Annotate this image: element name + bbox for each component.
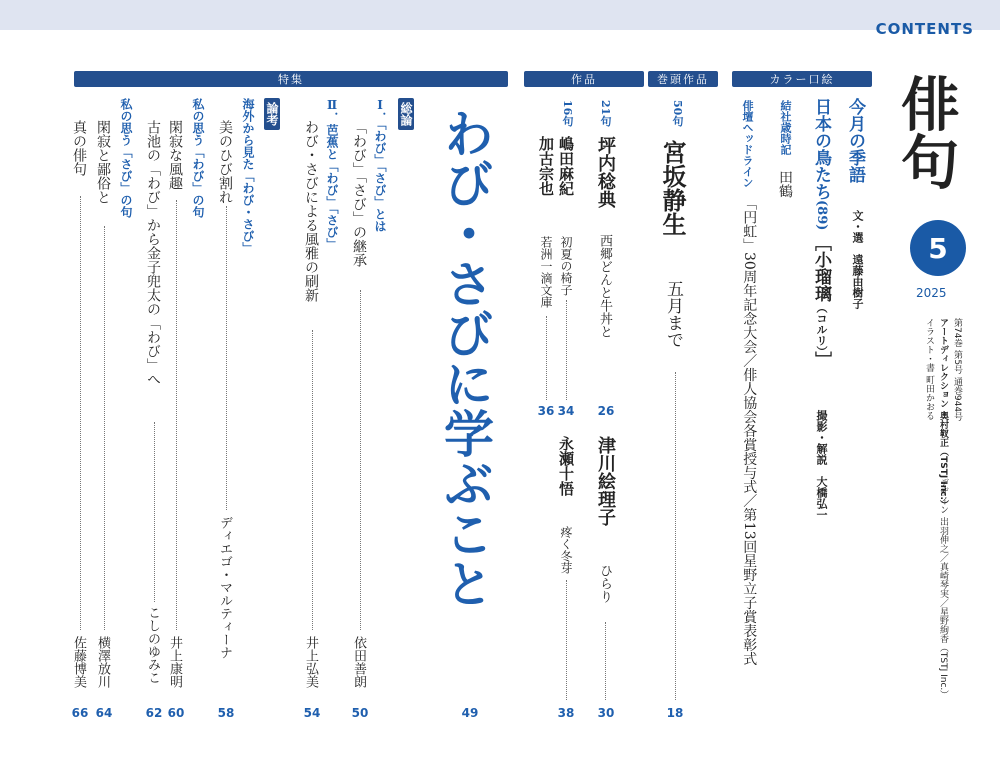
sabi-heading: 私の思う「さび」の句 — [119, 98, 133, 218]
kantou-page: 18 — [666, 706, 684, 720]
work-count: 16句 — [561, 100, 574, 127]
birds-subject-name: ［小瑠璃 — [811, 234, 831, 302]
work-count: 21句 — [599, 100, 612, 127]
credit-art-direction: アートディレクション 奥村靫正（TSTJ Inc.） — [938, 318, 948, 509]
work-page: 30 — [597, 706, 615, 720]
sabi-item-author: 横澤放川 — [95, 636, 110, 688]
credit-design: デザイン 出羽伸之／真崎琴実／星野絢香（TSTJ Inc.） — [938, 478, 948, 700]
contents-label: CONTENTS — [875, 20, 974, 38]
work-title[interactable]: 若洲一滴文庫 — [539, 236, 553, 308]
essay-title[interactable]: 「わび」「さび」の継承 — [351, 120, 367, 267]
leader-dots — [226, 206, 227, 510]
ronkou-label: 論考 — [264, 98, 280, 130]
work-author[interactable]: 津川絵理子 — [595, 436, 616, 526]
credit-illustration: イラスト・書 町田かおる — [924, 318, 934, 420]
leader-dots — [566, 300, 567, 400]
wabi-item-page: 60 — [167, 706, 185, 720]
leader-dots — [154, 422, 155, 602]
section-header-tokushu: 特集 — [74, 71, 508, 87]
section-header-kantou: 巻頭作品 — [648, 71, 718, 87]
birds-credit: 撮影・解説 大橋弘一 — [815, 410, 828, 520]
work-author[interactable]: 永瀬十悟 — [557, 436, 575, 496]
birds-title[interactable] — [812, 98, 829, 230]
season-credit: 文・選 遠藤由樹子 — [851, 210, 864, 309]
leader-dots — [104, 226, 105, 630]
issue-number-badge: 5 — [910, 220, 966, 276]
work-page: 36 — [537, 404, 555, 418]
leader-dots — [360, 290, 361, 630]
leader-dots — [566, 580, 567, 700]
work-page: 34 — [557, 404, 575, 418]
saiji-title[interactable]: 田鶴 — [777, 170, 793, 198]
credit-volume: 第74巻 第5号 通巻944号 — [952, 318, 962, 422]
section-header-sakuhin: 作品 — [524, 71, 644, 87]
overseas-title[interactable]: 美のひび割れ — [217, 120, 233, 204]
birds-subject-ruby: （コルリ） — [815, 302, 828, 352]
wabi-item-page: 62 — [145, 706, 163, 720]
birds-subject — [812, 234, 829, 369]
essay-title[interactable]: わび・さびによる風雅の刷新 — [303, 120, 319, 302]
birds-number: (89) — [814, 200, 829, 231]
section-header-color: カラー口絵 — [732, 71, 872, 87]
work-title[interactable]: 疼く冬芽 — [559, 526, 573, 574]
kantou-count: 50句 — [671, 100, 684, 127]
work-page: 38 — [557, 706, 575, 720]
kantou-title[interactable]: 五月まで — [663, 280, 683, 348]
work-title[interactable]: ひらり — [597, 564, 612, 603]
sabi-item-page: 64 — [95, 706, 113, 720]
kantou-author[interactable]: 宮坂静生 — [658, 140, 687, 236]
sabi-item-title[interactable]: 真の俳句 — [71, 120, 87, 176]
overseas-page: 58 — [217, 706, 235, 720]
essay-page: 54 — [303, 706, 321, 720]
wabi-heading: 私の思う「わび」の句 — [191, 98, 205, 218]
overseas-heading: 海外から見た「わび・さび」 — [241, 98, 255, 254]
essay-author: 井上弘美 — [303, 636, 318, 688]
wabi-item-title[interactable]: 古池の「わび」から金子兜太の「わび」へ — [145, 120, 161, 386]
wabi-item-author: 井上康明 — [167, 636, 182, 688]
sabi-item-author: 佐藤博美 — [71, 636, 86, 688]
top-band — [0, 0, 1000, 30]
leader-dots — [675, 372, 676, 700]
season-title[interactable]: 今月の季語 — [845, 98, 865, 183]
headline-text[interactable]: 「円虹」30周年記念大会／俳人協会各賞授与式／第13回星野立子賞表彰式 — [741, 196, 758, 666]
soron-label: 総論 — [398, 98, 414, 130]
leader-dots — [605, 622, 606, 700]
leader-dots — [312, 330, 313, 630]
leader-dots — [176, 200, 177, 630]
work-title[interactable]: 西郷どんと牛丼と — [597, 234, 612, 338]
sabi-item-page: 66 — [71, 706, 89, 720]
essay-heading: Ⅱ．芭蕉と「わび」「さび」 — [325, 98, 339, 250]
overseas-author: ディエゴ・マルティーナ — [217, 516, 232, 659]
headline-label: 俳壇ヘッドライン — [741, 100, 754, 188]
essay-heading: Ⅰ．「わび」「さび」とは — [373, 98, 387, 232]
feature-main-title[interactable]: わび・さびに学ぶこと — [436, 108, 495, 608]
leader-dots — [546, 316, 547, 400]
work-author[interactable]: 坪内稔典 — [595, 136, 616, 208]
work-title[interactable]: 初夏の椅子 — [559, 236, 573, 296]
birds-subject-close: ］ — [811, 351, 831, 369]
feature-main-page: 49 — [461, 706, 479, 720]
sabi-item-title[interactable]: 閑寂と鄙俗と — [95, 120, 111, 204]
work-author[interactable]: 加古宗也 — [537, 136, 555, 196]
work-author[interactable]: 嶋田麻紀 — [557, 136, 575, 196]
wabi-item-author: こしのゆみこ — [145, 606, 160, 684]
birds-title-text: 日本の鳥たち — [811, 98, 831, 200]
leader-dots — [80, 196, 81, 630]
saiji-label: 結社歳時記 — [779, 100, 792, 155]
magazine-title: 俳句 — [891, 74, 959, 190]
work-page: 26 — [597, 404, 615, 418]
issue-year: 2025 — [916, 286, 947, 300]
wabi-item-title[interactable]: 閑寂な風趣 — [167, 120, 183, 190]
essay-author: 依田善朗 — [351, 636, 366, 688]
essay-page: 50 — [351, 706, 369, 720]
